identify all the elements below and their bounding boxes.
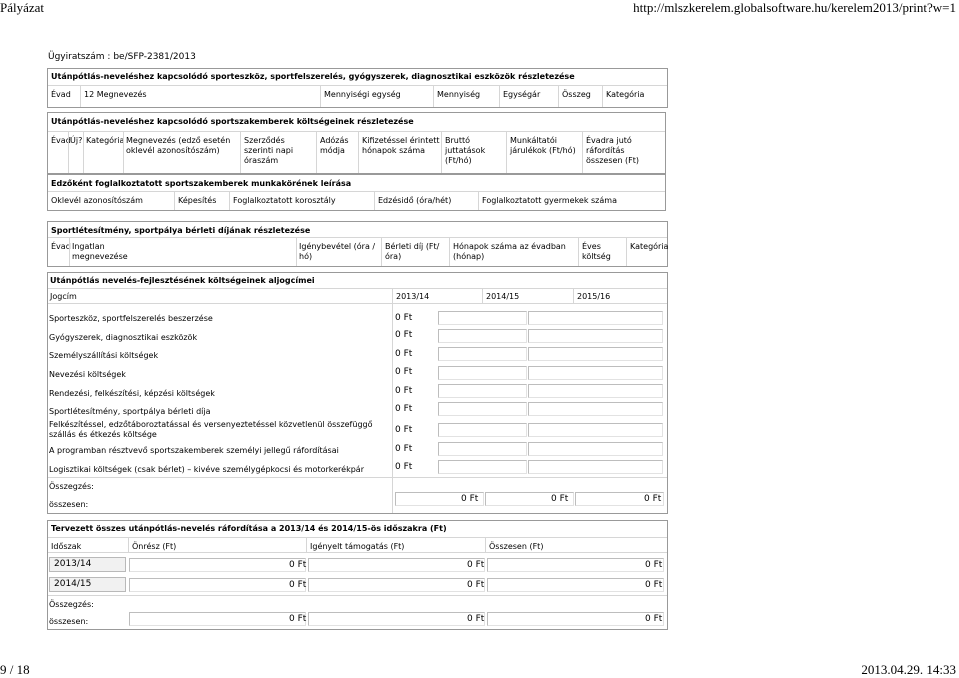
cost-row-2015-input[interactable] bbox=[528, 402, 663, 416]
facility-col-category: Kategória bbox=[630, 242, 669, 251]
requested-total-field bbox=[308, 612, 485, 626]
staff-col-new: Új? bbox=[70, 136, 83, 145]
total-2014-value: 0 Ft bbox=[645, 580, 663, 590]
equipment-col-quantity: Mennyiség bbox=[437, 90, 481, 99]
equipment-col-amount: Összeg bbox=[562, 90, 591, 99]
cost-row-2013-value: 0 Ft bbox=[395, 444, 413, 454]
subtitles-total-label: összesen: bbox=[49, 500, 89, 509]
facility-col-months: Hónapok száma az évadban (hónap) bbox=[453, 242, 566, 261]
grand-total-field bbox=[487, 612, 664, 626]
subtitles-col-2013: 2013/14 bbox=[396, 292, 430, 301]
cost-row-label: Sporteszköz, sportfelszerelés beszerzése bbox=[49, 314, 213, 323]
planned-col-own: Önrész (Ft) bbox=[132, 542, 177, 551]
cost-row-2015-input[interactable] bbox=[528, 423, 663, 437]
staff-col-months: Kifizetéssel érintett hónapok száma bbox=[362, 136, 440, 155]
subtitles-total-2015-value: 0 Ft bbox=[644, 494, 662, 504]
equipment-section bbox=[47, 68, 668, 108]
coach-col-children: Foglalkoztatott gyermekek száma bbox=[482, 196, 617, 205]
staff-col-contrib: Munkáltatói járulékok (Ft/hó) bbox=[510, 136, 576, 155]
own-2014-input[interactable] bbox=[129, 578, 306, 592]
equipment-col-unit: Mennyiségi egység bbox=[324, 90, 401, 99]
requested-2014-input[interactable] bbox=[308, 578, 485, 592]
planned-total-label: összesen: bbox=[49, 617, 89, 626]
staff-col-hours: Szerződés szerinti napi óraszám bbox=[244, 136, 294, 165]
cost-row-2014-input[interactable] bbox=[438, 460, 527, 474]
subtitles-total-2014-value: 0 Ft bbox=[551, 494, 569, 504]
cost-row-2014-input[interactable] bbox=[438, 311, 527, 325]
cost-row-label: Felkészítéssel, edzőtáboroztatással és versenyeztetéssel közvetlenül összefüggő szállás és étkezés költsége bbox=[49, 420, 373, 439]
planned-summary-label: Összegzés: bbox=[49, 600, 94, 609]
cost-row-label: Sportlétesítmény, sportpálya bérleti díja bbox=[49, 407, 211, 416]
own-2013-input[interactable] bbox=[129, 558, 306, 572]
coach-section bbox=[47, 174, 666, 211]
cost-row-label: Nevezési költségek bbox=[49, 370, 126, 379]
subtitles-section-title: Utánpótlás nevelés-fejlesztésének költségeinek aljogcímei bbox=[50, 276, 315, 285]
total-2014-field bbox=[487, 578, 664, 592]
cost-row-2014-input[interactable] bbox=[438, 329, 527, 343]
total-2013-field bbox=[487, 558, 664, 572]
own-total-value: 0 Ft bbox=[289, 614, 307, 624]
planned-col-total: Összesen (Ft) bbox=[489, 542, 544, 551]
staff-col-name: Megnevezés (edző esetén oklevél azonosítószám) bbox=[126, 136, 231, 155]
coach-section-title: Edzőként foglalkoztatott sportszakemberek munkakörének leírása bbox=[51, 179, 352, 188]
facility-section bbox=[47, 221, 668, 267]
cost-row-2015-input[interactable] bbox=[528, 384, 663, 398]
subtitles-col-2014: 2014/15 bbox=[486, 292, 520, 301]
equipment-col-category: Kategória bbox=[606, 90, 645, 99]
cost-row-2015-input[interactable] bbox=[528, 366, 663, 380]
planned-col-period: Időszak bbox=[51, 542, 82, 551]
case-id: Ügyiratszám : be/SFP-2381/2013 bbox=[48, 52, 196, 62]
cost-row-2015-input[interactable] bbox=[528, 442, 663, 456]
planned-col-requested: Igényelt támogatás (Ft) bbox=[310, 542, 405, 551]
cost-row-label: Logisztikai költségek (csak bérlet) – kivéve személygépkocsi és motorkerékpár bbox=[49, 465, 364, 474]
equipment-col-name: 12 Megnevezés bbox=[84, 90, 147, 99]
equipment-col-season: Évad bbox=[51, 90, 71, 99]
cost-row-2014-input[interactable] bbox=[438, 442, 527, 456]
page-number: 9 / 18 bbox=[0, 662, 30, 677]
cost-row-2013-value: 0 Ft bbox=[395, 462, 413, 472]
staff-col-season-total: Évadra jutó ráfordítás összesen (Ft) bbox=[586, 136, 640, 165]
requested-2013-input[interactable] bbox=[308, 558, 485, 572]
cost-row-2013-value: 0 Ft bbox=[395, 367, 413, 377]
facility-col-property: Ingatlan megnevezése bbox=[72, 242, 128, 261]
print-header-title: Pályázat bbox=[0, 0, 45, 15]
period-2013-field: 2013/14 bbox=[49, 557, 126, 572]
staff-section bbox=[47, 112, 666, 174]
requested-2013-value: 0 Ft bbox=[467, 560, 485, 570]
coach-col-diploma: Oklevél azonosítószám bbox=[51, 196, 143, 205]
cost-row-2013-value: 0 Ft bbox=[395, 425, 413, 435]
facility-section-title: Sportlétesítmény, sportpálya bérleti díjának részletezése bbox=[51, 226, 311, 235]
staff-col-category: Kategória bbox=[86, 136, 125, 145]
cost-row-2015-input[interactable] bbox=[528, 311, 663, 325]
staff-col-gross: Bruttó juttatások (Ft/hó) bbox=[445, 136, 486, 165]
facility-col-annual-cost: Éves költség bbox=[582, 242, 611, 261]
subtitles-col-2015: 2015/16 bbox=[577, 292, 611, 301]
cost-row-2013-value: 0 Ft bbox=[395, 349, 413, 359]
facility-col-usage: Igénybevétel (óra / hó) bbox=[299, 242, 376, 261]
staff-section-title: Utánpótlás-neveléshez kapcsolódó sportszakemberek költségeinek részletezése bbox=[51, 117, 414, 126]
coach-col-qualification: Képesítés bbox=[178, 196, 217, 205]
cost-row-2014-input[interactable] bbox=[438, 384, 527, 398]
total-2013-value: 0 Ft bbox=[645, 560, 663, 570]
cost-row-2015-input[interactable] bbox=[528, 329, 663, 343]
staff-col-season: Évad bbox=[51, 136, 71, 145]
equipment-col-unit-price: Egységár bbox=[503, 90, 541, 99]
equipment-section-title: Utánpótlás-neveléshez kapcsolódó sporteszköz, sportfelszerelés, gyógyszerek, diagnosztikai eszközök részletezése bbox=[51, 72, 575, 81]
requested-total-value: 0 Ft bbox=[467, 614, 485, 624]
cost-row-2013-value: 0 Ft bbox=[395, 330, 413, 340]
cost-row-label: Személyszállítási költségek bbox=[49, 351, 159, 360]
own-2014-value: 0 Ft bbox=[289, 580, 307, 590]
cost-row-2013-value: 0 Ft bbox=[395, 313, 413, 323]
facility-col-season: Évad bbox=[51, 242, 71, 251]
own-2013-value: 0 Ft bbox=[289, 560, 307, 570]
cost-row-2014-input[interactable] bbox=[438, 347, 527, 361]
subtitles-total-2013-value: 0 Ft bbox=[461, 494, 479, 504]
cost-row-2015-input[interactable] bbox=[528, 460, 663, 474]
coach-col-training-time: Edzésidő (óra/hét) bbox=[378, 196, 452, 205]
cost-row-label: Gyógyszerek, diagnosztikai eszközök bbox=[49, 333, 198, 342]
grand-total-value: 0 Ft bbox=[645, 614, 663, 624]
cost-row-2014-input[interactable] bbox=[438, 402, 527, 416]
print-timestamp: 2013.04.29. 14:33 bbox=[861, 662, 956, 677]
cost-row-label: A programban résztvevő sportszakemberek személyi jellegű ráfordításai bbox=[49, 446, 339, 455]
coach-col-age-group: Foglalkoztatott korosztály bbox=[233, 196, 336, 205]
cost-row-2014-input[interactable] bbox=[438, 366, 527, 380]
requested-2014-value: 0 Ft bbox=[467, 580, 485, 590]
cost-row-2013-value: 0 Ft bbox=[395, 386, 413, 396]
facility-col-rent: Bérleti díj (Ft/óra) bbox=[385, 242, 440, 261]
period-2014-field: 2014/15 bbox=[49, 577, 126, 592]
own-total-field bbox=[129, 612, 306, 626]
cost-row-2013-value: 0 Ft bbox=[395, 404, 413, 414]
print-header-url: http://mlszkerelem.globalsoftware.hu/kerelem2013/print?w=1 bbox=[633, 0, 956, 15]
cost-row-label: Rendezési, felkészítési, képzési költségek bbox=[49, 389, 215, 398]
cost-row-2015-input[interactable] bbox=[528, 347, 663, 361]
subtitles-col-title: Jogcím bbox=[50, 292, 77, 301]
planned-section-title: Tervezett összes utánpótlás-nevelés ráfordítása a 2013/14 és 2014/15-ös időszakra (Ft) bbox=[51, 524, 447, 533]
subtitles-summary-label: Összegzés: bbox=[49, 482, 94, 491]
cost-row-2014-input[interactable] bbox=[438, 423, 527, 437]
staff-col-tax: Adózás módja bbox=[320, 136, 349, 155]
